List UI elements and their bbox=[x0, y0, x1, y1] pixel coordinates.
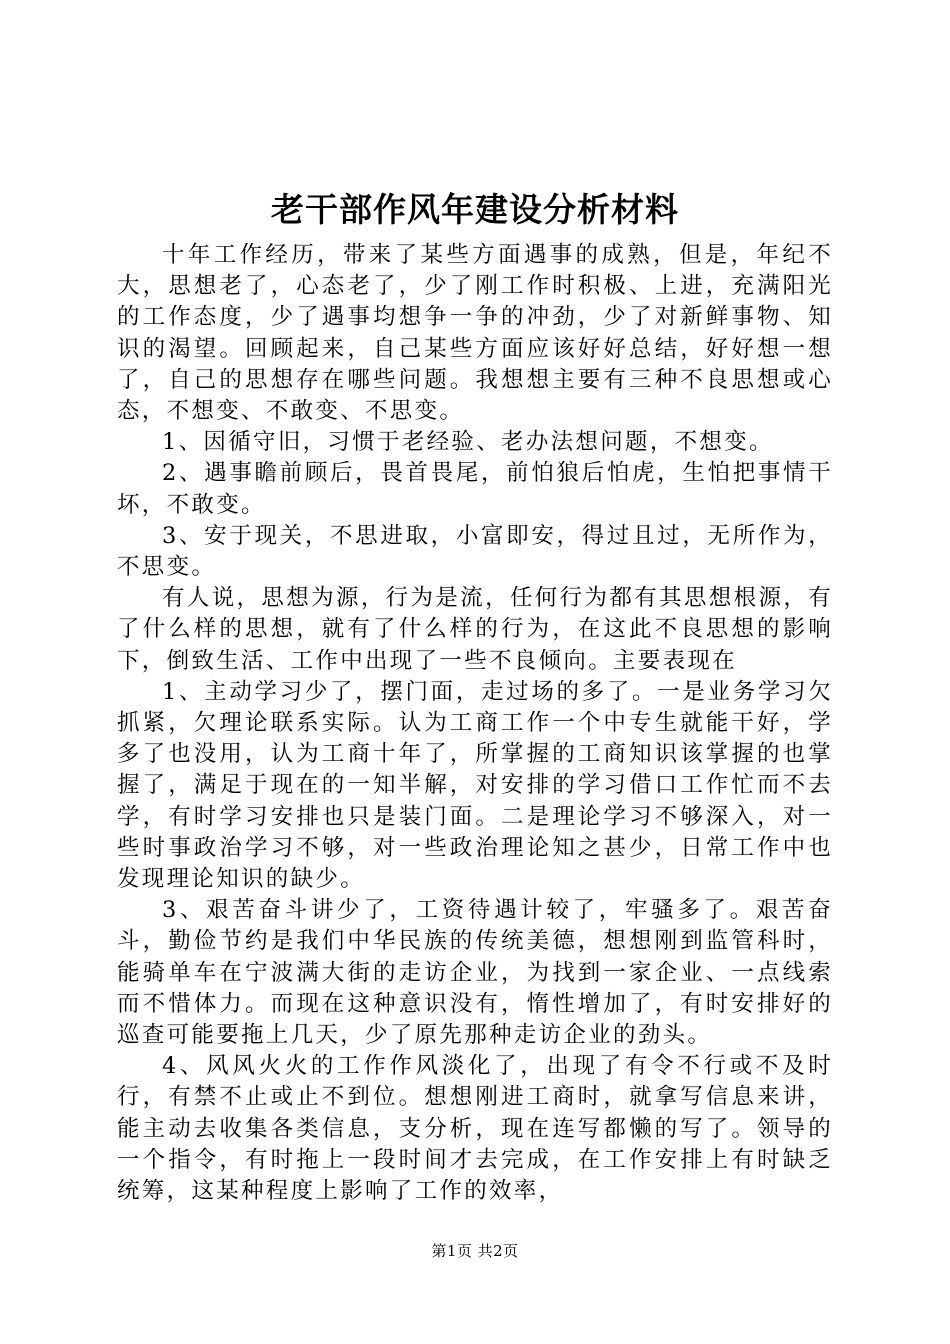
paragraph-item-1: 1、因循守旧，习惯于老经验、老办法想问题，不想变。 bbox=[162, 429, 774, 456]
paragraph-hardwork: 3、艰苦奋斗讲少了，工资待遇计较了，牢骚多了。艰苦奋斗，勤俭节约是我们中华民族的传统美德，想想刚到监管科时，能骑单车在宁波满大街的走访企业，为找到一家企业、一点线索而不惜体力。而现在这种意识没有，惰性增加了，有时安排好的巡查可能要拖上几天，少了原先那种走访企业的劲头。 bbox=[117, 897, 833, 1049]
paragraph-transition: 有人说，思想为源，行为是流，任何行为都有其思想根源，有了什么样的思想，就有了什么样的行为，在这此不良思想的影响下，倒致生活、工作中出现了一些不良倾向。主要表现在 bbox=[117, 585, 833, 674]
document-title: 老干部作风年建设分析材料 bbox=[271, 190, 679, 229]
page-number: 第1页 共2页 bbox=[431, 1242, 519, 1260]
paragraph-item-3: 3、安于现关，不思进取，小富即安，得过且过，无所作为，不思变。 bbox=[117, 522, 833, 581]
paragraph-intro: 十年工作经历，带来了某些方面遇事的成熟，但是，年纪不大，思想老了，心态老了，少了刚工作时积极、上进，充满阳光的工作态度，少了遇事均想争一争的冲劲，少了对新鲜事物、知识的渴望。回顾起来，自己某些方面应该好好总结，好好想一想了，自己的思想存在哪些问题。我想想主要有三种不良思想或心态，不想变、不敢变、不思变。 bbox=[117, 242, 833, 425]
paragraph-item-2: 2、遇事瞻前顾后，畏首畏尾，前怕狼后怕虎，生怕把事情干坏，不敢变。 bbox=[117, 460, 833, 518]
paragraph-study: 1、主动学习少了，摆门面，走过场的多了。一是业务学习欠抓紧，欠理论联系实际。认为工商工作一个中专生就能干好，学多了也没用，认为工商十年了，所掌握的工商知识该掌握的也掌握了，满足于现在的一知半解，对安排的学习借口工作忙而不去学，有时学习安排也只是装门面。二是理论学习不够深入，对一些时事政治学习不够，对一些政治理论知之甚少，日常工作中也发现理论知识的缺少。 bbox=[117, 678, 833, 893]
paragraph-workstyle: 4、风风火火的工作作风淡化了，出现了有令不行或不及时行，有禁不止或止不到位。想想刚进工商时，就拿写信息来讲，能主动去收集各类信息，支分析，现在连写都懒的写了。领导的一个指令，有时拖上一段时间才去完成，在工作安排上有时缺乏统筹，这某种程度上影响了工作的效率， bbox=[117, 1053, 833, 1205]
document-body bbox=[117, 240, 833, 1207]
